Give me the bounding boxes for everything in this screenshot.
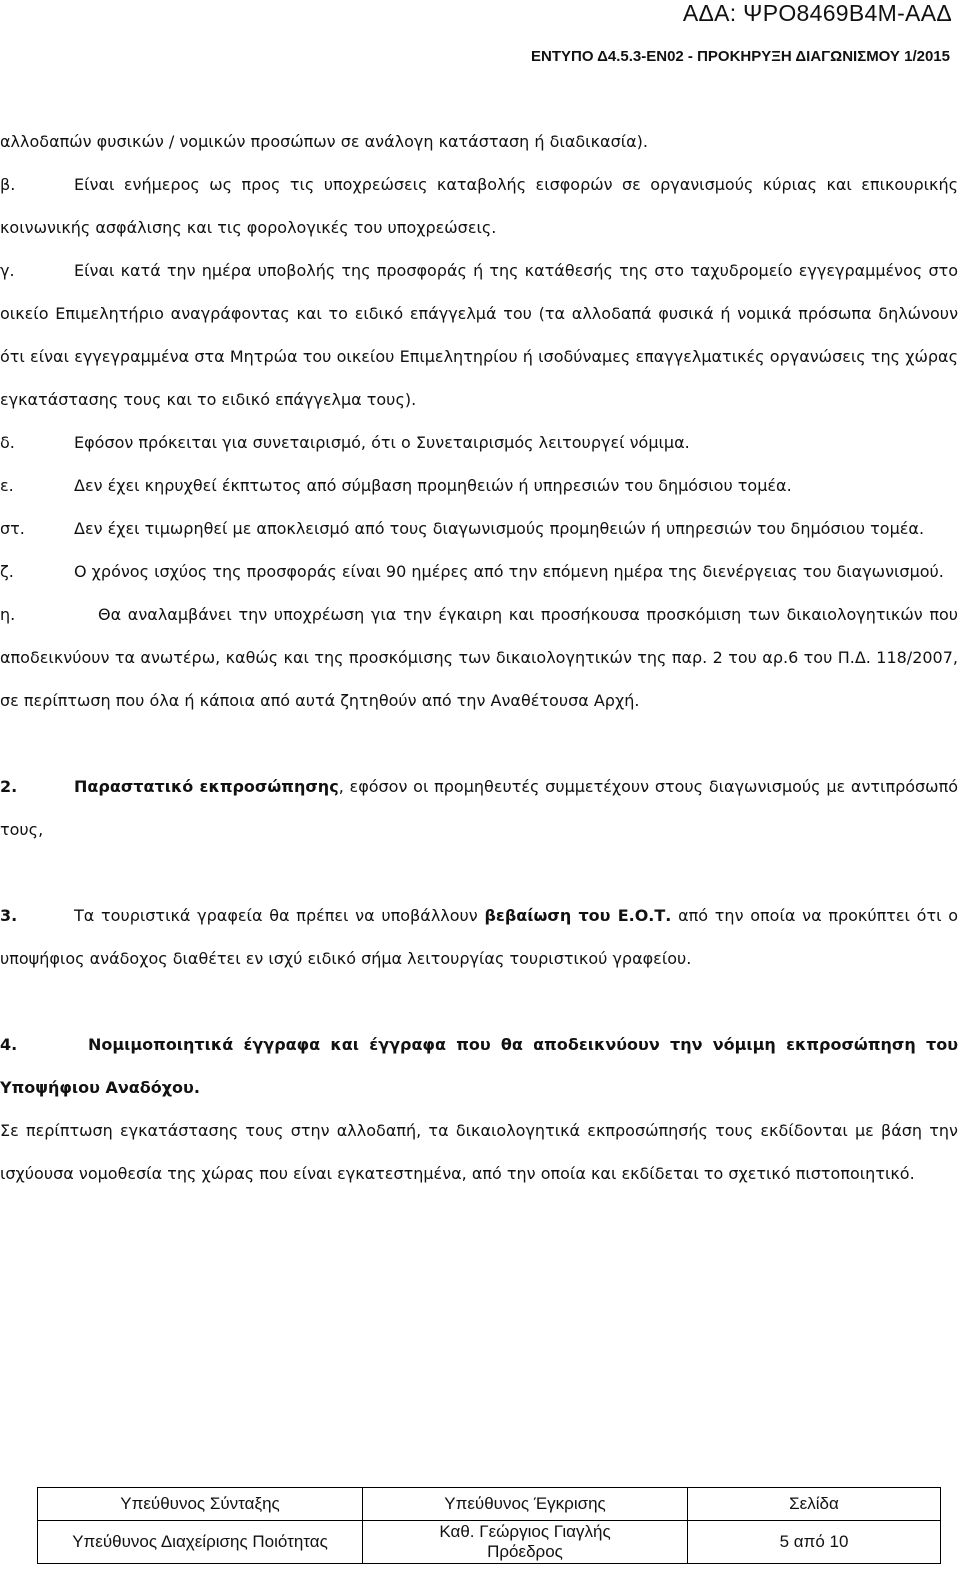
item-label: ε.	[0, 476, 14, 495]
paragraph-st	[0, 507, 958, 550]
section-4	[0, 1023, 958, 1109]
section-number: 3.	[0, 906, 18, 925]
paragraph-eta	[0, 593, 958, 722]
footer-compile-header: Υπεύθυνος Σύνταξης	[38, 1488, 363, 1521]
section-3-bold: βεβαίωση του Ε.Ο.Τ.	[484, 906, 672, 925]
paragraph-beta	[0, 163, 958, 249]
section-4-body: Σε περίπτωση εγκατάστασης τους στην αλλοδαπή, τα δικαιολογητικά εκπροσώπησής τους εκδίδονται με βάση την ισχύουσα νομοθεσία της χώρας που είναι εγκατεστημένα, από την οποία και εκδίδεται το σχετικό πιστοποιητικό.	[0, 1121, 958, 1183]
footer-approve-header: Υπεύθυνος Έγκρισης	[363, 1488, 688, 1521]
item-text: Είναι κατά την ημέρα υποβολής της προσφοράς ή της κατάθεσής της στο ταχυδρομείο εγγεγραμμένος στο οικείο Επιμελητήριο αναγράφοντας και το ειδικό επάγγελμά του (τα αλλοδαπά φυσικά ή νομικά πρόσωπα δηλώνουν ότι είναι εγγεγραμμένα στα Μητρώα του οικείου Επιμελητηρίου ή ισοδύναμες επαγγελματικές οργανώσεις της χώρας εγκατάστασης τους και το ειδικό επάγγελμα τους).	[0, 261, 958, 409]
footer-page-header: Σελίδα	[688, 1488, 941, 1521]
footer-table	[37, 1487, 941, 1564]
section-4-title: Νομιμοποιητικά έγγραφα και έγγραφα που θα αποδεικνύουν την νόμιμη εκπροσώπηση του Υποψήφιου Αναδόχου.	[0, 1035, 958, 1097]
footer-page-number: 5 από 10	[688, 1521, 941, 1564]
document-body	[0, 120, 958, 1195]
item-label: στ.	[0, 519, 25, 538]
footer-value-row	[38, 1521, 941, 1564]
section-2-text: , εφόσον οι προμηθευτές συμμετέχουν στους διαγωνισμούς με αντιπρόσωπό τους,	[0, 777, 958, 839]
paragraph-delta	[0, 421, 958, 464]
form-code: ΕΝΤΥΠΟ Δ4.5.3-ΕΝ02 - ΠΡΟΚΗΡΥΞΗ ΔΙΑΓΩΝΙΣΜΟΥ 1/2015	[530, 48, 950, 65]
item-text: Ο χρόνος ισχύος της προσφοράς είναι 90 ημέρες από την επόμενη ημέρα της διενέργειας του διαγωνισμού.	[74, 562, 944, 581]
section-3	[0, 894, 958, 980]
paragraph-epsilon	[0, 464, 958, 507]
paragraph-zeta	[0, 550, 958, 593]
paragraph-gamma	[0, 249, 958, 421]
item-label: ζ.	[0, 562, 14, 581]
section-3-text-b: από την οποία να προκύπτει ότι ο υποψήφιος ανάδοχος διαθέτει εν ισχύ ειδικό σήμα λειτουργίας τουριστικού γραφείου.	[0, 906, 959, 968]
ada-code: ΑΔΑ: ΨΡΟ8469Β4Μ-ΑΑΔ	[682, 0, 952, 26]
item-text: Εφόσον πρόκειται για συνεταιρισμό, ότι ο Συνεταιρισμός λειτουργεί νόμιμα.	[74, 433, 690, 452]
item-text: Δεν έχει τιμωρηθεί με αποκλεισμό από τους διαγωνισμούς προμηθειών ή υπηρεσιών του δημόσιου τομέα.	[74, 519, 925, 538]
item-text: Είναι ενήμερος ως προς τις υποχρεώσεις καταβολής εισφορών σε οργανισμούς κύριας και επικουρικής κοινωνικής ασφάλισης και τις φορολογικές του υποχρεώσεις.	[0, 175, 958, 237]
approver-name: Καθ. Γεώργιος Γιαγλής	[439, 1522, 611, 1541]
section-number: 2.	[0, 777, 18, 796]
item-label: β.	[0, 175, 16, 194]
item-label: δ.	[0, 433, 15, 452]
section-number: 4.	[0, 1035, 18, 1054]
footer-header-row	[38, 1488, 941, 1521]
paragraph-intro: αλλοδαπών φυσικών / νομικών προσώπων σε ανάλογη κατάσταση ή διαδικασία).	[0, 132, 648, 151]
section-2-title: Παραστατικό εκπροσώπησης	[74, 777, 339, 796]
item-label: γ.	[0, 261, 15, 280]
section-3-text-a: Τα τουριστικά γραφεία θα πρέπει να υποβάλλουν	[74, 906, 485, 925]
footer-approver-cell	[363, 1521, 688, 1564]
approver-role: Πρόεδρος	[487, 1542, 563, 1561]
footer-quality-cell: Υπεύθυνος Διαχείρισης Ποιότητας	[38, 1521, 363, 1564]
section-2	[0, 765, 958, 851]
item-text: Θα αναλαμβάνει την υποχρέωση για την έγκαιρη και προσήκουσα προσκόμιση των δικαιολογητικών που αποδεικνύουν τα ανωτέρω, καθώς και της προσκόμισης των δικαιολογητικών της παρ. 2 του αρ.6 του Π.Δ. 118/2007, σε περίπτωση που όλα ή κάποια από αυτά ζητηθούν από την Αναθέτουσα Αρχή.	[0, 605, 958, 710]
item-label: η.	[0, 605, 16, 624]
item-text: Δεν έχει κηρυχθεί έκπτωτος από σύμβαση προμηθειών ή υπηρεσιών του δημόσιου τομέα.	[74, 476, 792, 495]
